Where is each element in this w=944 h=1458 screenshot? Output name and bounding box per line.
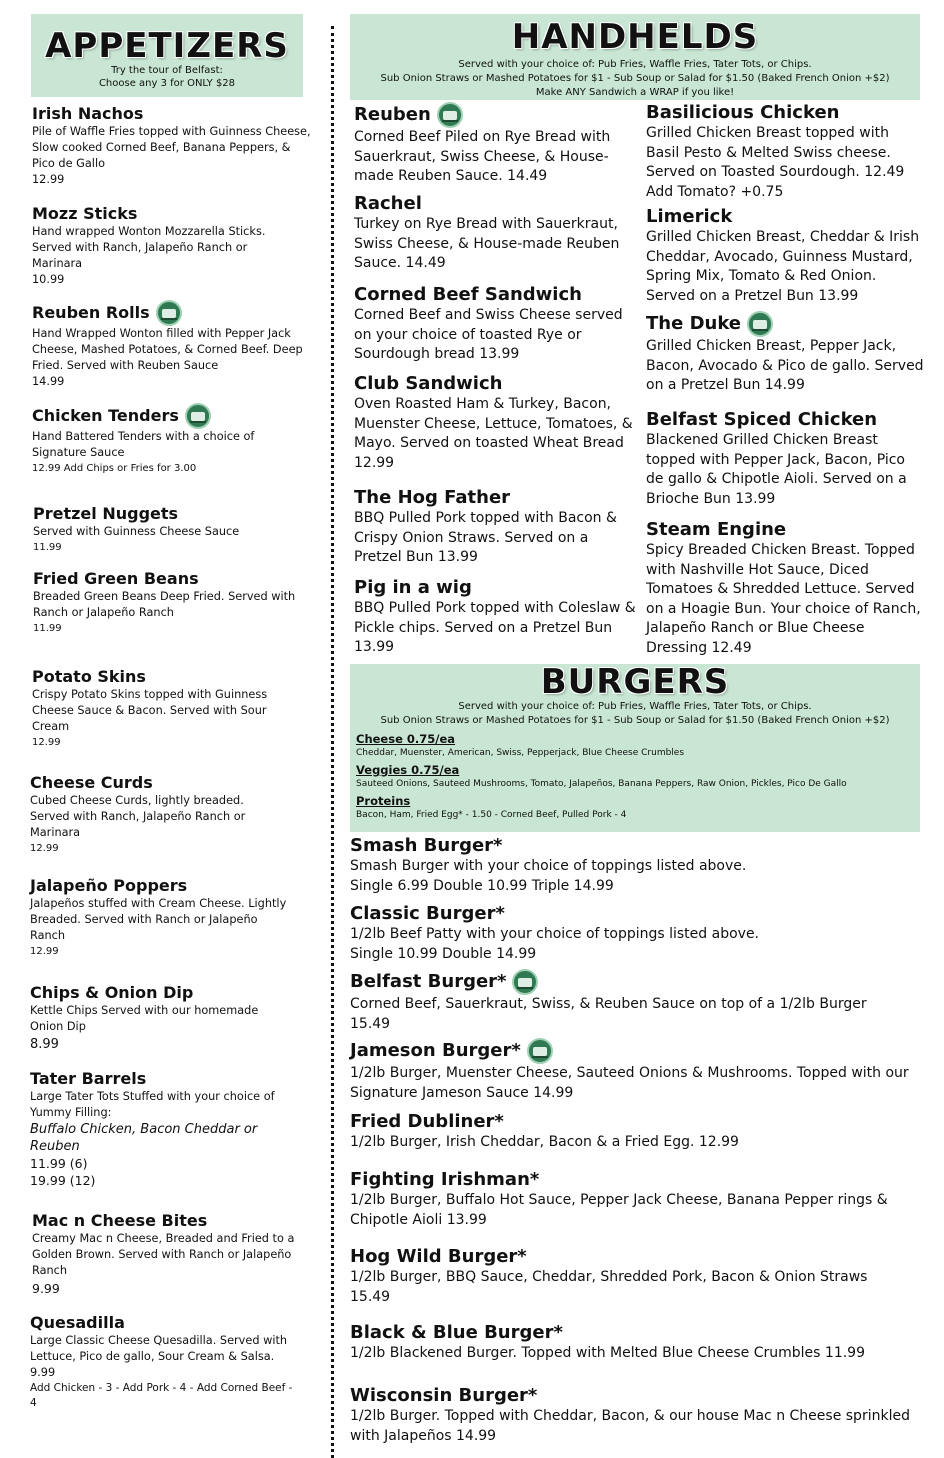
handheld-desc: Spicy Breaded Chicken Breast. Topped with Nashville Hot Sauce, Diced Tomatoes & Shredded Lettuce. Served on a Hoagie Bun. Your choice of Ranch, Jalapeño Ranch or Blue Cheese Dressing 12.49 xyxy=(646,542,921,656)
appetizer-desc: Kettle Chips Served with our homemade Onion Dip xyxy=(30,1004,259,1033)
appetizer-price: 9.99 xyxy=(32,1281,60,1296)
appetizer-name: Pretzel Nuggets xyxy=(33,504,179,523)
burgers-title: BURGERS xyxy=(540,662,730,702)
handheld-name: Reuben xyxy=(354,104,431,125)
appetizer-price-2: 19.99 (12) xyxy=(30,1173,96,1188)
handheld-name: Rachel xyxy=(354,193,422,214)
burger-desc: Corned Beef, Sauerkraut, Swiss, & Reuben Sauce on top of a 1/2lb Burger 15.49 xyxy=(350,996,867,1032)
handheld-desc: BBQ Pulled Pork topped with Coleslaw & Pickle chips. Served on a Pretzel Bun 13.99 xyxy=(354,600,636,655)
handheld-item xyxy=(354,487,636,568)
burger-desc: 1/2lb Blackened Burger. Topped with Melted Blue Cheese Crumbles 11.99 xyxy=(350,1345,865,1361)
handheld-name: Pig in a wig xyxy=(354,577,472,598)
appetizer-desc: Pile of Waffle Fries topped with Guinness Cheese, Slow cooked Corned Beef, Banana Peppers, & Pico de Gallo xyxy=(32,125,311,170)
handheld-desc: BBQ Pulled Pork topped with Bacon & Crispy Onion Straws. Served on a Pretzel Bun 13.99 xyxy=(354,510,617,565)
burger-item xyxy=(350,903,910,964)
appetizer-price: 14.99 xyxy=(32,375,65,388)
burger-item xyxy=(350,835,910,896)
appetizer-name: Reuben Rolls xyxy=(32,303,150,322)
handheld-item xyxy=(354,284,636,365)
train-logo-icon xyxy=(527,1038,553,1064)
appetizer-name: Mac n Cheese Bites xyxy=(32,1211,208,1230)
burger-name: Fighting Irishman* xyxy=(350,1169,540,1190)
appetizer-desc: Hand Battered Tenders with a choice of Signature Sauce xyxy=(32,430,255,459)
appetizer-desc: Jalapeños stuffed with Cream Cheese. Lightly Breaded. Served with Ranch or Jalapeño Ranch xyxy=(30,897,287,942)
handhelds-line-1: Served with your choice of: Pub Fries, Waffle Fries, Tater Tots, or Chips. xyxy=(458,59,812,70)
handheld-desc: Turkey on Rye Bread with Sauerkraut, Swiss Cheese, & House-made Reuben Sauce. 14.49 xyxy=(354,216,620,271)
burger-desc: 1/2lb Burger, BBQ Sauce, Cheddar, Shredded Pork, Bacon & Onion Straws 15.49 xyxy=(350,1269,868,1305)
appetizer-item xyxy=(33,504,313,556)
handhelds-line-2: Sub Onion Straws or Mashed Potatoes for $1 - Sub Soup or Salad for $1.50 (Baked French Onion +$2) xyxy=(380,73,890,84)
handheld-name: Corned Beef Sandwich xyxy=(354,284,582,305)
handheld-desc: Oven Roasted Ham & Turkey, Bacon, Muenster Cheese, Lettuce, Tomatoes, & Mayo. Served on toasted Wheat Bread 12.99 xyxy=(354,396,633,471)
appetizer-desc: Crispy Potato Skins topped with Guinness Cheese Sauce & Bacon. Served with Sour Cream xyxy=(32,688,268,733)
appetizer-desc: Hand Wrapped Wonton filled with Pepper Jack Cheese, Mashed Potatoes, & Corned Beef. Deep Fried. Served with Reuben Sauce xyxy=(32,327,303,372)
burger-prices: Single 10.99 Double 14.99 xyxy=(350,945,537,962)
appetizer-desc: Large Tater Tots Stuffed with your choice of Yummy Filling: xyxy=(30,1090,275,1119)
handheld-desc: Grilled Chicken Breast topped with Basil Pesto & Melted Swiss cheese. Served on Toasted Sourdough. 12.49 Add Tomato? +0.75 xyxy=(646,125,905,200)
appetizer-price: Add Chicken - 3 - Add Pork - 4 - Add Corned Beef - 4 xyxy=(30,1382,293,1409)
appetizer-desc: Creamy Mac n Cheese, Breaded and Fried to a Golden Brown. Served with Ranch or Jalapeño Ranch xyxy=(32,1232,295,1277)
appetizer-item xyxy=(32,204,282,288)
appetizer-item xyxy=(32,667,302,751)
appetizer-name: Mozz Sticks xyxy=(32,204,138,223)
handheld-name: Belfast Spiced Chicken xyxy=(646,409,878,430)
handheld-name: Limerick xyxy=(646,206,733,227)
appetizer-price: 11.99 xyxy=(33,542,62,553)
burgers-line-2: Sub Onion Straws or Mashed Potatoes for $1 - Sub Soup or Salad for $1.50 (Baked French Onion +$2) xyxy=(380,715,890,726)
proteins-option-heading: Proteins xyxy=(356,794,411,808)
appetizer-filling-options: Buffalo Chicken, Bacon Cheddar or Reuben xyxy=(30,1122,258,1154)
burger-desc: 1/2lb Beef Patty with your choice of toppings listed above. xyxy=(350,926,760,942)
train-logo-icon xyxy=(437,102,463,128)
burger-desc: 1/2lb Burger, Muenster Cheese, Sauteed Onions & Mushrooms. Topped with our Signature Jameson Sauce 14.99 xyxy=(350,1065,909,1101)
handheld-item xyxy=(354,577,636,658)
handheld-desc: Grilled Chicken Breast, Pepper Jack, Bacon, Avocado & Pico de gallo. Served on a Pretzel Bun 14.99 xyxy=(646,338,924,393)
handheld-name: Steam Engine xyxy=(646,519,787,540)
appetizer-name: Tater Barrels xyxy=(30,1069,147,1088)
handheld-name: Club Sandwich xyxy=(354,373,503,394)
appetizer-item xyxy=(32,403,292,477)
handheld-name: Basilicious Chicken xyxy=(646,102,840,123)
appetizer-item xyxy=(33,569,303,637)
burger-name: Black & Blue Burger* xyxy=(350,1322,563,1343)
appetizer-item xyxy=(32,104,312,188)
appetizer-name: Chicken Tenders xyxy=(32,406,179,425)
train-logo-icon xyxy=(156,300,182,326)
burger-item xyxy=(350,1169,910,1230)
appetizer-desc: Breaded Green Beans Deep Fried. Served with Ranch or Jalapeño Ranch xyxy=(33,590,296,619)
train-logo-icon xyxy=(512,969,538,995)
appetizers-title: APPETIZERS xyxy=(45,26,289,66)
appetizer-item xyxy=(30,876,290,960)
appetizer-name: Fried Green Beans xyxy=(33,569,199,588)
appetizer-name: Quesadilla xyxy=(30,1313,125,1332)
handheld-desc: Blackened Grilled Chicken Breast topped with Pepper Jack, Bacon, Pico de gallo & Chipotle Aioli. Served on a Brioche Bun 13.99 xyxy=(646,432,907,507)
burger-name: Wisconsin Burger* xyxy=(350,1385,538,1406)
appetizer-price: 12.99 xyxy=(32,173,65,186)
veggies-option-heading: Veggies 0.75/ea xyxy=(356,763,460,777)
burger-name: Jameson Burger* xyxy=(350,1040,521,1061)
handheld-desc: Corned Beef Piled on Rye Bread with Sauerkraut, Swiss Cheese, & House-made Reuben Sauce. 14.49 xyxy=(354,129,611,184)
burger-name: Smash Burger* xyxy=(350,835,503,856)
handheld-item xyxy=(354,373,636,473)
column-divider xyxy=(331,26,334,1458)
appetizers-subtitle-2: Choose any 3 for ONLY $28 xyxy=(98,78,236,89)
appetizer-name: Cheese Curds xyxy=(30,773,153,792)
veggies-option-list: Sauteed Onions, Sauteed Mushrooms, Tomato, Jalapeños, Banana Peppers, Raw Onion, Pickles, Pico De Gallo xyxy=(356,779,847,789)
burger-item xyxy=(350,1385,910,1446)
burgers-header xyxy=(350,664,920,832)
burger-desc: 1/2lb Burger, Buffalo Hot Sauce, Pepper Jack Cheese, Banana Pepper rings & Chipotle Aioli 13.99 xyxy=(350,1192,888,1228)
burger-item xyxy=(350,969,910,1034)
appetizer-desc: Served with Guinness Cheese Sauce xyxy=(33,525,240,538)
burger-desc: 1/2lb Burger, Irish Cheddar, Bacon & a Fried Egg. 12.99 xyxy=(350,1134,739,1150)
appetizers-subtitle-1: Try the tour of Belfast: xyxy=(111,65,223,76)
appetizer-price: 10.99 xyxy=(32,273,65,286)
handheld-desc: Corned Beef and Swiss Cheese served on your choice of toasted Rye or Sourdough bread 13.99 xyxy=(354,307,623,362)
handheld-name: The Duke xyxy=(646,313,742,334)
appetizer-price: 8.99 xyxy=(30,1037,59,1052)
appetizer-item xyxy=(30,1069,300,1189)
handheld-item xyxy=(646,102,926,202)
appetizer-price: 11.99 xyxy=(33,623,62,634)
burgers-line-1: Served with your choice of: Pub Fries, Waffle Fries, Tater Tots, or Chips. xyxy=(458,701,812,712)
train-logo-icon xyxy=(185,403,211,429)
burger-name: Hog Wild Burger* xyxy=(350,1246,527,1267)
burger-item xyxy=(350,1246,910,1307)
appetizer-price: 12.99 Add Chips or Fries for 3.00 xyxy=(32,463,197,474)
burger-prices: Single 6.99 Double 10.99 Triple 14.99 xyxy=(350,877,614,894)
burger-options xyxy=(350,732,920,821)
cheese-option-heading: Cheese 0.75/ea xyxy=(356,732,456,746)
appetizer-item xyxy=(30,983,300,1055)
appetizer-item xyxy=(32,1211,297,1299)
appetizer-item xyxy=(30,773,280,857)
burger-desc: 1/2lb Burger. Topped with Cheddar, Bacon, & our house Mac n Cheese sprinkled with Jalapeños 14.99 xyxy=(350,1408,910,1444)
handheld-item xyxy=(646,206,926,306)
handheld-item xyxy=(646,409,926,509)
appetizer-price: 12.99 xyxy=(32,737,61,748)
handheld-desc: Grilled Chicken Breast, Cheddar & Irish Cheddar, Avocado, Guinness Mustard, Spring Mix, Tomato & Red Onion. Served on a Pretzel Bun 13.99 xyxy=(646,229,920,304)
train-logo-icon xyxy=(747,311,773,337)
appetizer-item xyxy=(30,1313,295,1411)
appetizer-price: 11.99 (6) xyxy=(30,1156,88,1171)
appetizers-header xyxy=(31,14,303,97)
burger-name: Belfast Burger* xyxy=(350,971,507,992)
appetizer-name: Jalapeño Poppers xyxy=(30,876,188,895)
cheese-option-list: Cheddar, Muenster, American, Swiss, Pepperjack, Blue Cheese Crumbles xyxy=(356,748,685,758)
appetizer-name: Chips & Onion Dip xyxy=(30,983,194,1002)
appetizer-desc: Cubed Cheese Curds, lightly breaded. Served with Ranch, Jalapeño Ranch or Marinara xyxy=(30,794,246,839)
burger-item xyxy=(350,1322,910,1364)
appetizer-name: Irish Nachos xyxy=(32,104,144,123)
handhelds-header xyxy=(350,14,920,100)
appetizer-desc: Hand wrapped Wonton Mozzarella Sticks. Served with Ranch, Jalapeño Ranch or Marinara xyxy=(32,225,266,270)
handheld-item xyxy=(646,519,926,658)
burger-desc: Smash Burger with your choice of toppings listed above. xyxy=(350,858,747,874)
handheld-item xyxy=(354,193,636,274)
appetizer-price: 12.99 xyxy=(30,946,59,957)
proteins-option-list: Bacon, Ham, Fried Egg* - 1.50 - Corned Beef, Pulled Pork - 4 xyxy=(356,810,627,820)
handhelds-title: HANDHELDS xyxy=(511,17,759,57)
burger-name: Fried Dubliner* xyxy=(350,1111,504,1132)
appetizer-price: 12.99 xyxy=(30,843,59,854)
appetizer-name: Potato Skins xyxy=(32,667,146,686)
handheld-item xyxy=(646,311,926,396)
handhelds-line-3: Make ANY Sandwich a WRAP if you like! xyxy=(535,87,735,98)
burger-name: Classic Burger* xyxy=(350,903,505,924)
appetizer-item xyxy=(32,300,312,390)
handheld-item xyxy=(354,102,636,187)
handheld-name: The Hog Father xyxy=(354,487,511,508)
burger-item xyxy=(350,1111,910,1153)
appetizer-desc: Large Classic Cheese Quesadilla. Served with Lettuce, Pico de gallo, Sour Cream & Salsa. 9.99 xyxy=(30,1334,288,1379)
burger-item xyxy=(350,1038,910,1103)
